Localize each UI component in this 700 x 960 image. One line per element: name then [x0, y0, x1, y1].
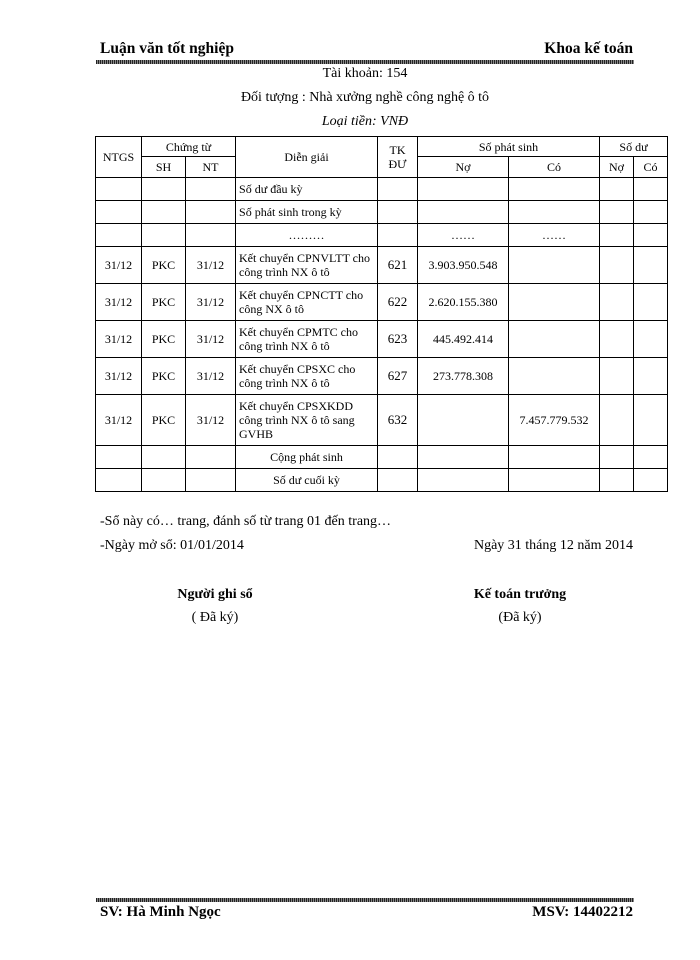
- row-nt: 31/12: [186, 247, 236, 284]
- header-so-du: Số dư: [600, 137, 668, 157]
- row-credit: [509, 247, 600, 284]
- header-du-no: Nợ: [600, 157, 634, 178]
- row-sh: PKC: [142, 358, 186, 395]
- row-debit: [418, 395, 509, 446]
- period-label: Số phát sinh trong kỳ: [236, 201, 378, 224]
- row-nt: 31/12: [186, 358, 236, 395]
- row-desc: Kết chuyển CPNVLTT cho công trình NX ô tô: [236, 247, 378, 284]
- row-credit: 7.457.779.532: [509, 395, 600, 446]
- row-desc: Kết chuyển CPMTC cho công trình NX ô tô: [236, 321, 378, 358]
- closing-balance-label: Số dư cuối kỳ: [236, 469, 378, 492]
- dots-co: ……: [509, 224, 600, 247]
- header-divider: [96, 60, 634, 64]
- table-header-row: [96, 137, 668, 157]
- row-desc: Kết chuyển CPSXKDD công trình NX ô tô sang GVHB: [236, 395, 378, 446]
- header-ntgs: NTGS: [96, 137, 142, 178]
- total-row: [96, 446, 668, 469]
- row-tk: 623: [378, 321, 418, 358]
- recorder-signed: ( Đã ký): [191, 610, 239, 625]
- header-tk: TK: [389, 143, 406, 157]
- row-sh: PKC: [142, 284, 186, 321]
- recorder-title: Người ghi sổ: [177, 587, 253, 602]
- open-date-note: -Ngày mở sổ: 01/01/2014: [100, 538, 244, 553]
- row-ntgs: 31/12: [96, 321, 142, 358]
- page-count-note: -Sổ này có… trang, đánh số từ trang 01 đến trang…: [100, 514, 392, 529]
- table-row: [96, 247, 668, 284]
- row-desc: Kết chuyển CPSXC cho công trình NX ô tô: [236, 358, 378, 395]
- row-tk: 627: [378, 358, 418, 395]
- table-row: [96, 321, 668, 358]
- account-line: Tài khoản: 154: [322, 66, 408, 81]
- row-nt: 31/12: [186, 284, 236, 321]
- signing-date: Ngày 31 tháng 12 năm 2014: [473, 538, 633, 553]
- row-sh: PKC: [142, 247, 186, 284]
- row-nt: 31/12: [186, 321, 236, 358]
- header-sh: SH: [142, 157, 186, 178]
- row-nt: 31/12: [186, 395, 236, 446]
- row-desc: Kết chuyển CPNCTT cho công NX ô tô: [236, 284, 378, 321]
- header-no: Nợ: [418, 157, 509, 178]
- header-so-phat-sinh: Số phát sinh: [418, 137, 600, 157]
- closing-balance-row: [96, 469, 668, 492]
- header-co: Có: [509, 157, 600, 178]
- footer-divider: [96, 898, 634, 902]
- row-debit: 3.903.950.548: [418, 247, 509, 284]
- row-credit: [509, 358, 600, 395]
- header-department: Khoa kế toán: [544, 40, 633, 57]
- row-ntgs: 31/12: [96, 284, 142, 321]
- row-debit: 273.778.308: [418, 358, 509, 395]
- opening-balance-label: Số dư đầu kỳ: [236, 178, 378, 201]
- row-debit: 2.620.155.380: [418, 284, 509, 321]
- row-sh: PKC: [142, 395, 186, 446]
- row-credit: [509, 321, 600, 358]
- row-ntgs: 31/12: [96, 358, 142, 395]
- table-row: [96, 358, 668, 395]
- row-credit: [509, 284, 600, 321]
- header-nt: NT: [186, 157, 236, 178]
- dots-desc: ………: [236, 224, 378, 247]
- subject-line: Đối tượng : Nhà xưởng nghề công nghệ ô tô: [240, 90, 490, 105]
- table-row: [96, 395, 668, 446]
- ledger-table: [95, 136, 668, 492]
- header-chung-tu: Chứng từ: [142, 137, 236, 157]
- row-sh: PKC: [142, 321, 186, 358]
- row-ntgs: 31/12: [96, 395, 142, 446]
- row-tk: 622: [378, 284, 418, 321]
- student-id: MSV: 14402212: [532, 904, 633, 920]
- header-tk-du: [378, 137, 418, 178]
- row-debit: 445.492.414: [418, 321, 509, 358]
- total-label: Cộng phát sinh: [236, 446, 378, 469]
- row-ntgs: 31/12: [96, 247, 142, 284]
- period-row: [96, 201, 668, 224]
- student-name: SV: Hà Minh Ngọc: [100, 904, 221, 920]
- row-tk: 632: [378, 395, 418, 446]
- dots-row: [96, 224, 668, 247]
- chief-accountant-signed: (Đã ký): [498, 610, 542, 625]
- dots-no: ……: [418, 224, 509, 247]
- chief-accountant-title: Kế toán trưởng: [473, 587, 567, 602]
- table-row: [96, 284, 668, 321]
- currency-line: Loại tiền: VNĐ: [321, 114, 409, 129]
- header-title: Luận văn tốt nghiệp: [100, 40, 234, 57]
- header-du-co: Có: [634, 157, 668, 178]
- opening-balance-row: [96, 178, 668, 201]
- row-tk: 621: [378, 247, 418, 284]
- header-dien-giai: Diễn giải: [236, 137, 378, 178]
- header-du: ĐƯ: [388, 157, 407, 171]
